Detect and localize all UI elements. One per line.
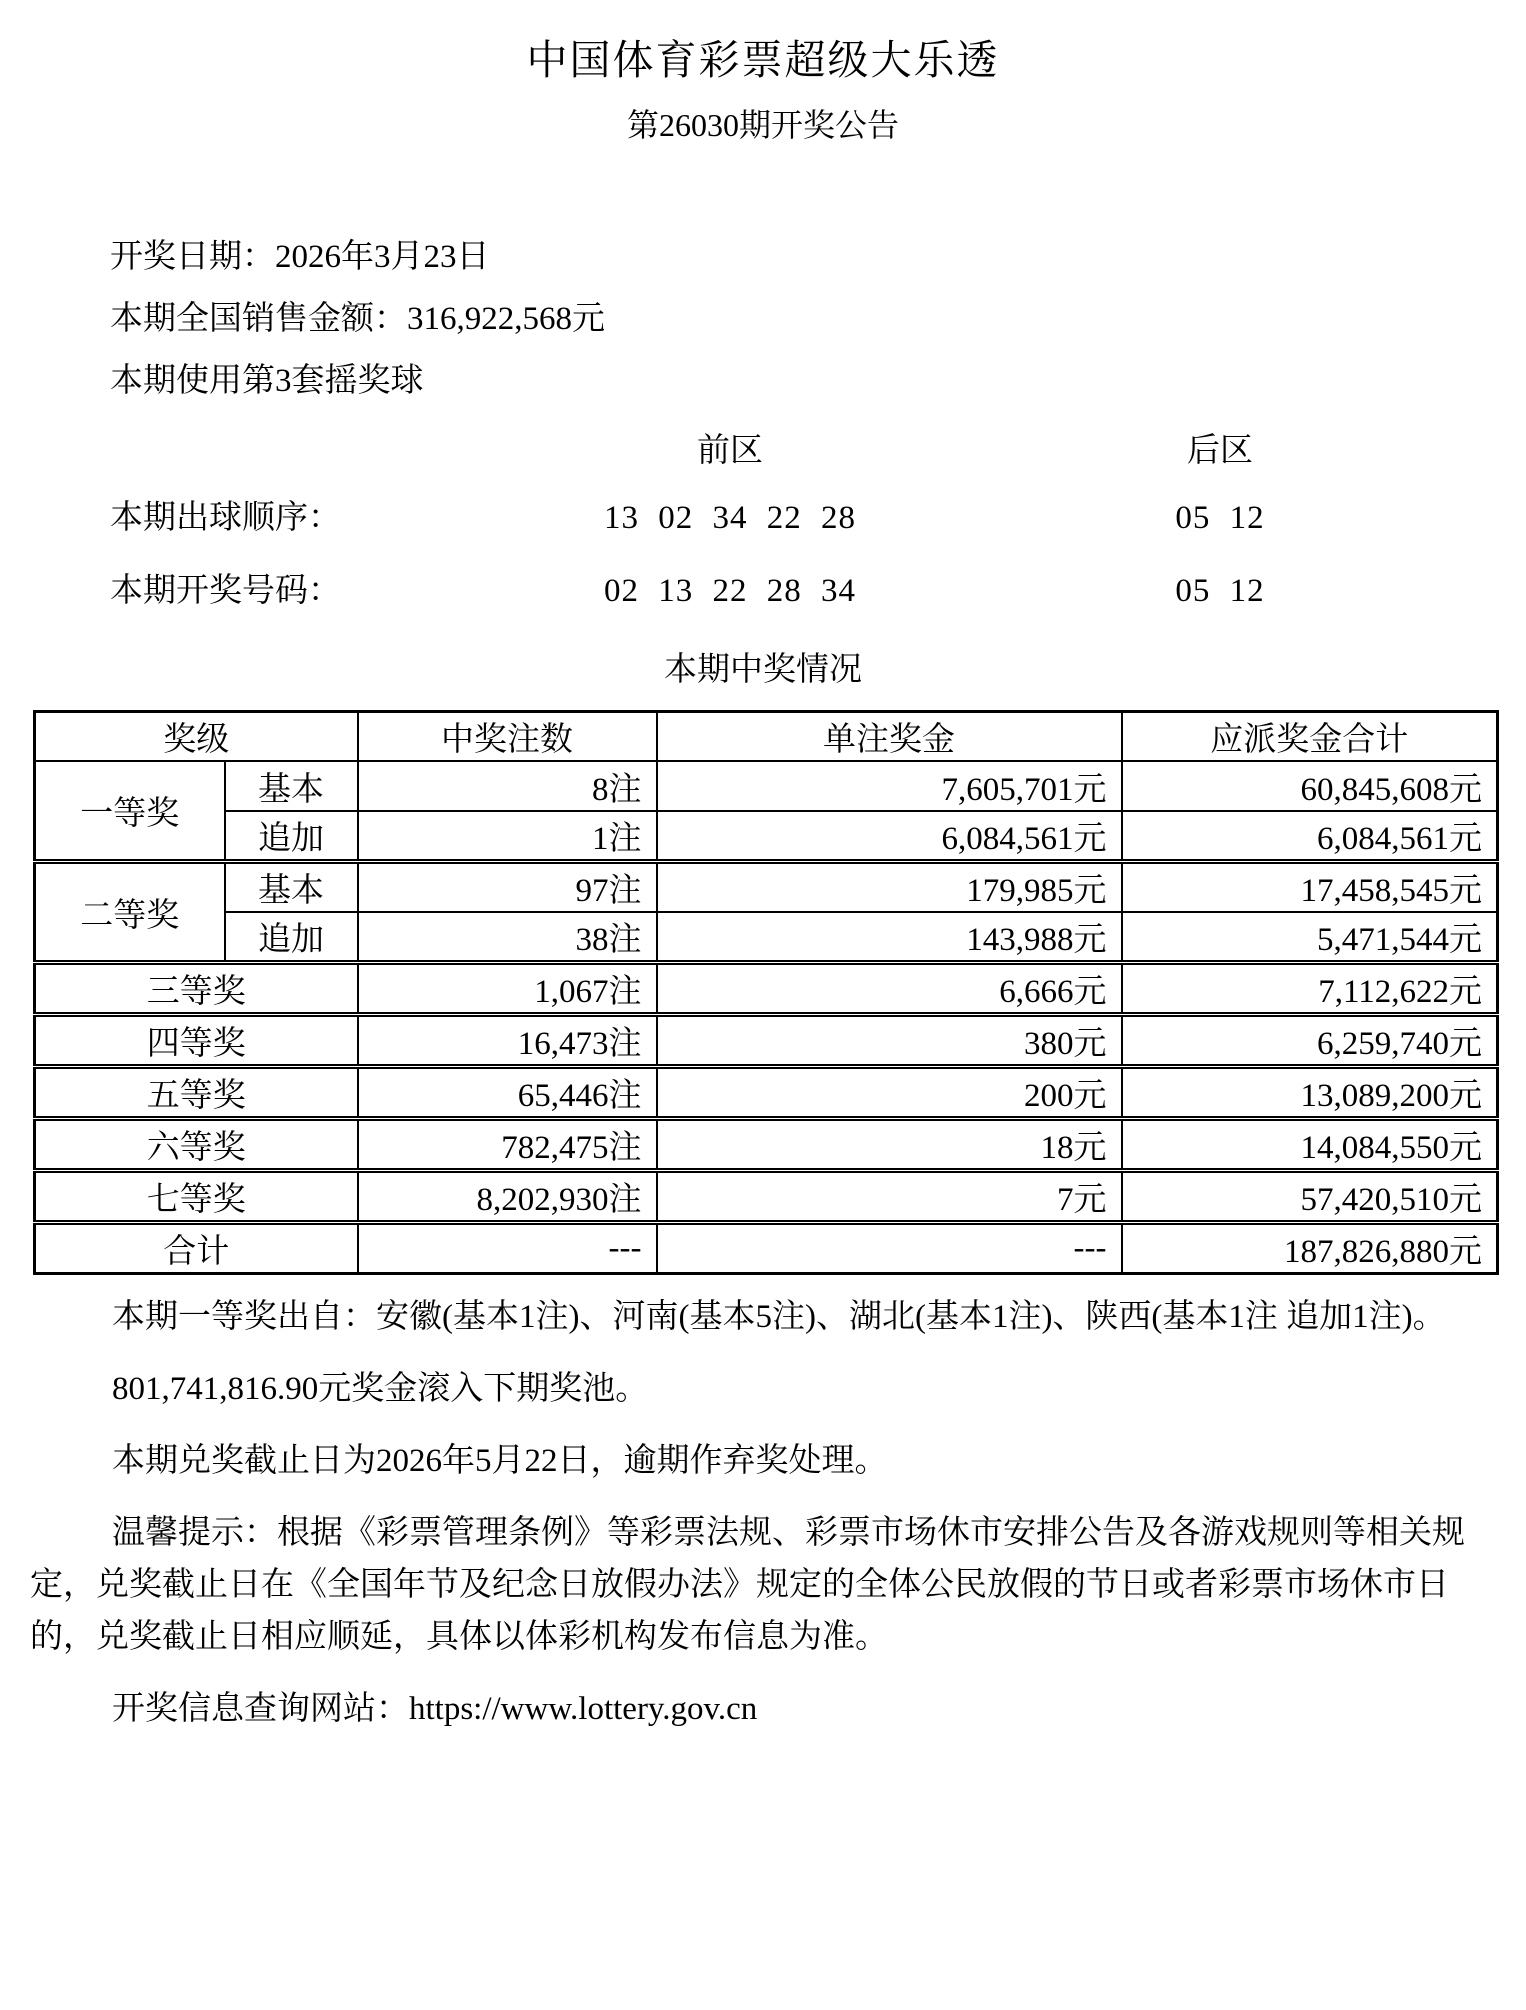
tier5-count: 65,446注 xyxy=(358,1067,657,1119)
header-single-prize: 单注奖金 xyxy=(657,712,1122,762)
prize-table-header-row xyxy=(35,712,1498,762)
tier6-name: 六等奖 xyxy=(35,1119,358,1171)
tier2-add-single: 143,988元 xyxy=(657,912,1122,963)
tier2-basic-type: 基本 xyxy=(225,862,358,913)
tier1-basic-single: 7,605,701元 xyxy=(657,761,1122,811)
holiday-notice-paragraph: 温馨提示：根据《彩票管理条例》等彩票法规、彩票市场休市安排公告及各游戏规则等相关规定，兑奖截止日在《全国年节及纪念日放假办法》规定的全体公民放假的节日或者彩票市场休市日的，兑奖截止日相应顺延，具体以体彩机构发布信息为准。 xyxy=(30,1515,1465,1655)
tier1-add-count: 1注 xyxy=(358,811,657,862)
total-row-name: 合计 xyxy=(35,1223,358,1274)
ball-order-label: 本期出球顺序： xyxy=(110,500,341,536)
table-row-tier3 xyxy=(35,963,1498,1015)
tier5-single: 200元 xyxy=(657,1067,1122,1119)
page-title: 中国体育彩票超级大乐透 xyxy=(526,37,1000,83)
tier1-add-type: 追加 xyxy=(225,811,358,862)
winning-back-numbers: 05 12 xyxy=(1175,573,1265,609)
zone-header-spacer xyxy=(110,420,440,482)
tier2-add-count: 38注 xyxy=(358,912,657,963)
table-row-tier7 xyxy=(35,1171,1498,1223)
tier2-basic-count: 97注 xyxy=(358,862,657,913)
table-row-tier4 xyxy=(35,1015,1498,1067)
front-zone-label: 前区 xyxy=(697,433,763,469)
tier1-add-single: 6,084,561元 xyxy=(657,811,1122,862)
winning-numbers-label: 本期开奖号码： xyxy=(110,573,341,609)
back-zone-label: 后区 xyxy=(1187,433,1253,469)
ball-order-back-numbers: 05 12 xyxy=(1175,500,1265,536)
tier4-single: 380元 xyxy=(657,1015,1122,1067)
tier1-basic-count: 8注 xyxy=(358,761,657,811)
info-website-paragraph: 开奖信息查询网站：https://www.lottery.gov.cn xyxy=(112,1691,758,1727)
tier3-count: 1,067注 xyxy=(358,963,657,1015)
sales-amount-line: 本期全国销售金额：316,922,568元 xyxy=(110,301,605,337)
total-row-single: --- xyxy=(657,1223,1122,1274)
draw-date-line: 开奖日期：2026年3月23日 xyxy=(110,239,490,275)
footer-paragraphs xyxy=(30,1291,1496,1735)
tier7-name: 七等奖 xyxy=(35,1171,358,1223)
tier7-count: 8,202,930注 xyxy=(358,1171,657,1223)
ball-order-row xyxy=(0,482,1526,555)
prize-table xyxy=(33,710,1499,1275)
ball-set-line: 本期使用第3套摇奖球 xyxy=(110,363,424,399)
header-total-prize: 应派奖金合计 xyxy=(1122,712,1498,762)
tier2-basic-total: 17,458,545元 xyxy=(1122,862,1498,913)
tier1-name: 一等奖 xyxy=(35,761,225,862)
header-prize-level: 奖级 xyxy=(35,712,358,762)
tier2-name: 二等奖 xyxy=(35,862,225,963)
tier4-total: 6,259,740元 xyxy=(1122,1015,1498,1067)
table-row-tier6 xyxy=(35,1119,1498,1171)
tier7-single: 7元 xyxy=(657,1171,1122,1223)
tier5-total: 13,089,200元 xyxy=(1122,1067,1498,1119)
tier6-count: 782,475注 xyxy=(358,1119,657,1171)
ball-order-front-numbers: 13 02 34 22 28 xyxy=(604,500,856,536)
table-row-tier5 xyxy=(35,1067,1498,1119)
tier7-total: 57,420,510元 xyxy=(1122,1171,1498,1223)
total-row-count: --- xyxy=(358,1223,657,1274)
tier2-add-type: 追加 xyxy=(225,912,358,963)
tier1-basic-type: 基本 xyxy=(225,761,358,811)
first-prize-provinces-paragraph: 本期一等奖出自：安徽(基本1注)、河南(基本5注)、湖北(基本1注)、陕西(基本1注 追加1注)。 xyxy=(112,1299,1446,1335)
tier3-single: 6,666元 xyxy=(657,963,1122,1015)
tier1-basic-total: 60,845,608元 xyxy=(1122,761,1498,811)
table-row-tier2-add xyxy=(35,912,1498,963)
zone-header-row xyxy=(0,420,1526,482)
tier4-name: 四等奖 xyxy=(35,1015,358,1067)
tier1-add-total: 6,084,561元 xyxy=(1122,811,1498,862)
tier5-name: 五等奖 xyxy=(35,1067,358,1119)
tier2-basic-single: 179,985元 xyxy=(657,862,1122,913)
total-row-total: 187,826,880元 xyxy=(1122,1223,1498,1274)
tier3-name: 三等奖 xyxy=(35,963,358,1015)
tier3-total: 7,112,622元 xyxy=(1122,963,1498,1015)
table-row-tier1-add xyxy=(35,811,1498,862)
table-row-tier2-basic xyxy=(35,862,1498,913)
redeem-deadline-paragraph: 本期兑奖截止日为2026年5月22日，逾期作弃奖处理。 xyxy=(112,1443,888,1479)
page-subtitle: 第26030期开奖公告 xyxy=(626,107,899,143)
prize-section-title: 本期中奖情况 xyxy=(664,652,862,688)
header-winning-count: 中奖注数 xyxy=(358,712,657,762)
draw-info-block xyxy=(110,226,1526,412)
tier2-add-total: 5,471,544元 xyxy=(1122,912,1498,963)
tier6-total: 14,084,550元 xyxy=(1122,1119,1498,1171)
jackpot-rollover-paragraph: 801,741,816.90元奖金滚入下期奖池。 xyxy=(112,1371,649,1407)
winning-front-numbers: 02 13 22 28 34 xyxy=(604,573,856,609)
table-row-tier1-basic xyxy=(35,761,1498,811)
winning-numbers-row xyxy=(0,555,1526,628)
tier4-count: 16,473注 xyxy=(358,1015,657,1067)
table-row-total xyxy=(35,1223,1498,1274)
tier6-single: 18元 xyxy=(657,1119,1122,1171)
